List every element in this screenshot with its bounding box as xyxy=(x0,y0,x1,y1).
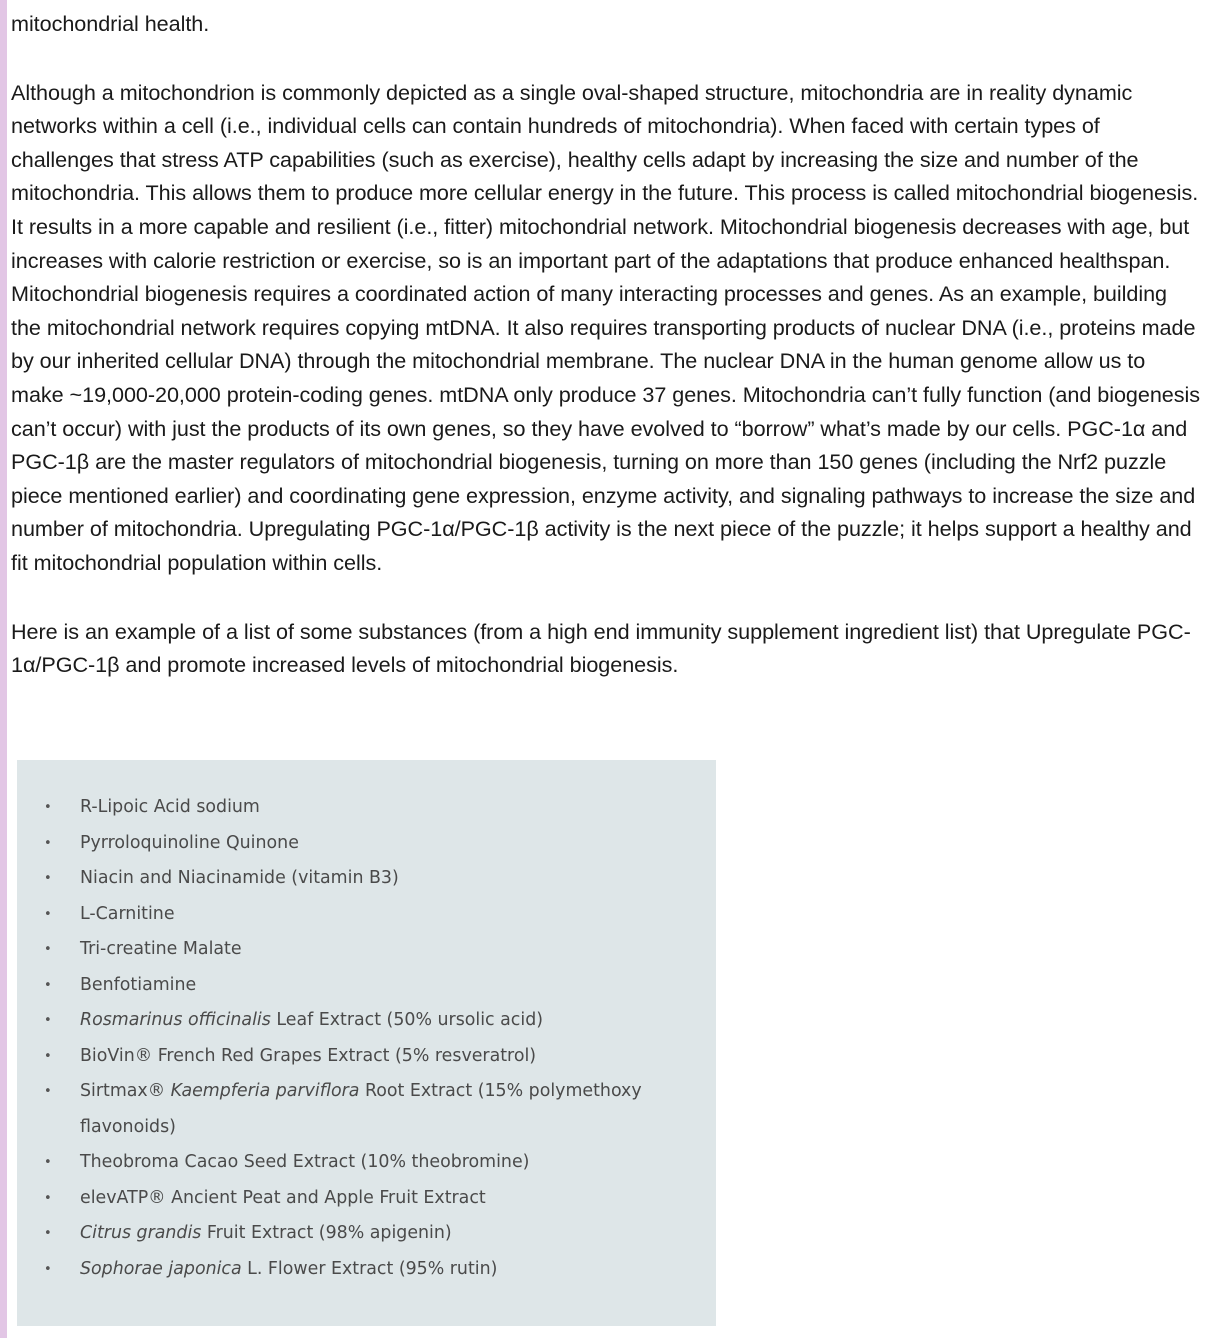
bullet: • xyxy=(44,1048,52,1064)
ingredient-species: Citrus grandis xyxy=(80,1223,202,1243)
bullet: • xyxy=(44,835,52,851)
paragraph-intro-fragment: mitochondrial health. xyxy=(11,11,210,36)
ingredient-species: Rosmarinus officinalis xyxy=(80,1010,271,1030)
list-item xyxy=(17,1145,660,1181)
list-item xyxy=(17,1252,660,1288)
bullet: • xyxy=(44,1261,52,1277)
list-item xyxy=(17,1003,660,1039)
list-item xyxy=(17,1216,660,1252)
list-item xyxy=(17,932,660,968)
bullet: • xyxy=(44,871,52,886)
ingredient-name: R-Lipoic Acid sodium xyxy=(80,797,260,817)
list-item xyxy=(17,1181,660,1217)
list-item xyxy=(17,826,660,862)
ingredient-name: L-Carnitine xyxy=(80,903,175,924)
ingredient-name: L. Flower Extract (95% rutin) xyxy=(241,1258,498,1279)
bullet: • xyxy=(44,906,52,922)
ingredient-name: Theobroma Cacao Seed Extract (10% theobromine) xyxy=(80,1152,530,1172)
bullet: • xyxy=(44,1013,52,1028)
list-item xyxy=(17,861,660,897)
ingredient-name: Benfotiamine xyxy=(80,974,197,995)
paragraph-list-intro: Here is an example of a list of some substances (from a high end immunity supplement ingredient list) that Upregulate PGC-1α/PGC-1β and promote increased levels of mitochondrial biogenesis. xyxy=(11,618,1191,678)
bullet: • xyxy=(44,977,52,993)
bullet: • xyxy=(44,800,52,815)
left-accent-bar xyxy=(0,0,7,1338)
ingredient-list-box xyxy=(17,760,716,1326)
ingredient-name: Pyrroloquinoline Quinone xyxy=(80,832,299,853)
ingredient-species: Kaempferia parviflora xyxy=(170,1081,360,1101)
ingredient-name: elevATP® Ancient Peat and Apple Fruit Extract xyxy=(80,1187,486,1208)
bullet: • xyxy=(44,942,52,957)
paragraph-gap xyxy=(11,41,1201,76)
paragraph-biogenesis: Mitochondrial biogenesis requires a coordinated action of many interacting processes and genes. As an example, building the mitochondrial network requires copying mtDNA. It also requires transporting products of nuclear DNA (i.e., proteins made by our inherited cellular DNA) through the mitochondrial membrane. The nuclear DNA in the human genome allow us to make ~19,000-20,000 protein-coding genes. mtDNA only produce 37 genes. Mitochondria can’t fully function (and biogenesis can’t occur) with just the products of its own genes, so they have evolved to “borrow” what’s made by our cells. PGC-1α and PGC-1β are the master regulators of mitochondrial biogenesis, turning on more than 150 genes (including the Nrf2 puzzle piece mentioned earlier) and coordinating gene expression, enzyme activity, and signaling pathways to increase the size and number of mitochondria. Upregulating PGC-1α/PGC-1β activity is the next piece of the puzzle; it helps support a healthy and fit mitochondrial population within cells. xyxy=(11,281,1200,575)
ingredient-name: Leaf Extract (50% ursolic acid) xyxy=(270,1010,544,1030)
article-body xyxy=(11,7,1201,682)
bullet: • xyxy=(44,1155,52,1170)
bullet: • xyxy=(44,1226,52,1241)
ingredient-name: Fruit Extract (98% apigenin) xyxy=(201,1223,452,1243)
list-item xyxy=(17,790,660,826)
ingredient-name: Niacin and Niacinamide (vitamin B3) xyxy=(80,868,399,888)
ingredient-species: Sophorae japonica xyxy=(80,1258,242,1279)
list-item xyxy=(17,897,660,933)
bullet: • xyxy=(44,1190,52,1206)
paragraph-mitochondria-networks: Although a mitochondrion is commonly depicted as a single oval-shaped structure, mitochondria are in reality dynamic networks within a cell (i.e., individual cells can contain hundreds of mitochondria). When faced with certain types of challenges that stress ATP capabilities (such as exercise), healthy cells adapt by increasing the size and number of the mitochondria. This allows them to produce more cellular energy in the future. This process is called mitochondrial biogenesis. It results in a more capable and resilient (i.e., fitter) mitochondrial network. Mitochondrial biogenesis decreases with age, but increases with calorie restriction or exercise, so is an important part of the adaptations that produce enhanced healthspan. xyxy=(11,79,1199,273)
list-item xyxy=(17,1039,660,1075)
paragraph-gap xyxy=(11,580,1201,615)
list-item xyxy=(17,1074,660,1145)
bullet: • xyxy=(44,1084,52,1099)
ingredient-name: Root Extract (15% polymethoxy flavonoids) xyxy=(80,1081,642,1137)
list-item xyxy=(17,968,660,1004)
ingredient-list xyxy=(17,760,716,1287)
ingredient-name: Tri-creatine Malate xyxy=(80,939,242,959)
ingredient-name: BioVin® French Red Grapes Extract (5% resveratrol) xyxy=(80,1045,537,1066)
ingredient-prefix: Sirtmax® xyxy=(80,1081,171,1101)
